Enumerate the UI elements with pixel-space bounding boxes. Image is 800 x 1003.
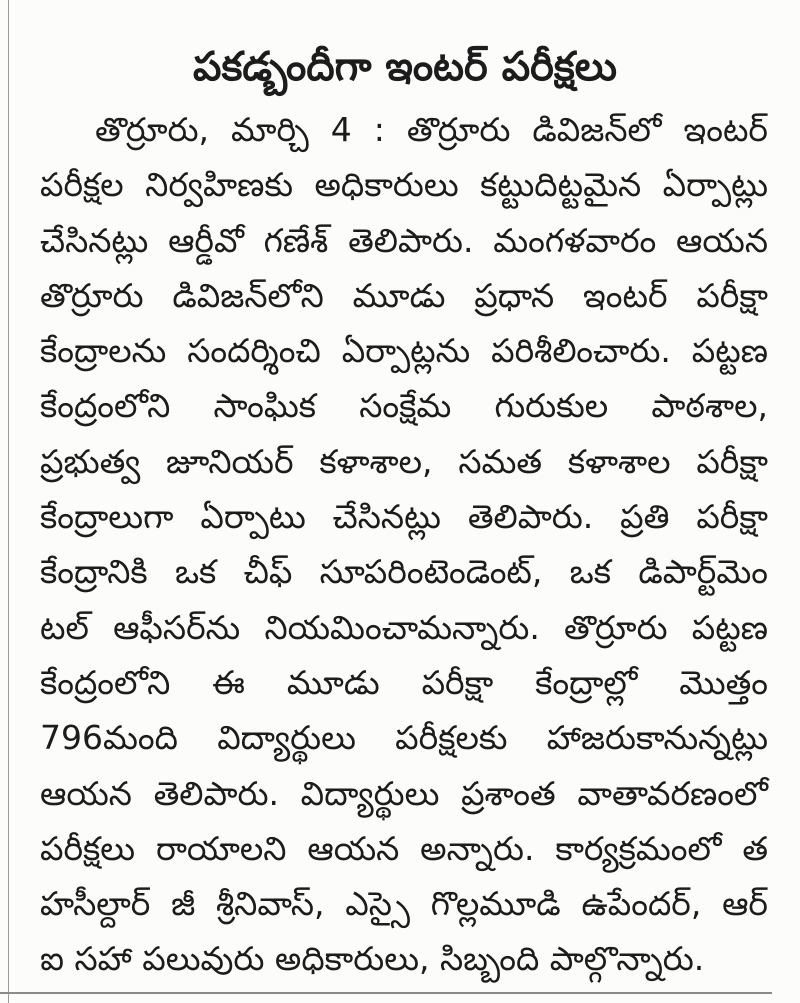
body-line	[40, 213, 770, 268]
body-line	[40, 378, 770, 433]
column-left-rule	[8, 0, 9, 1003]
body-line-text: ఐ సహా పలువురు అధికారులు, సిబ్బంది పాల్గొన్నారు.	[40, 939, 705, 979]
body-line	[40, 268, 770, 323]
body-line	[40, 600, 770, 655]
body-line	[40, 876, 770, 931]
body-line-text: చేసినట్లు ఆర్డీవో గణేశ్ తెలిపారు. మంగళవారం ఆయన	[40, 220, 768, 260]
body-line	[40, 489, 770, 544]
body-line-text: కేంద్రాలను సందర్శించి ఏర్పాట్లను పరిశీలించారు. పట్టణ	[40, 331, 768, 371]
body-line-text: ప్రభుత్వ జూనియర్ కళాశాల, సమత కళాశాల పరీక్షా	[40, 441, 768, 481]
body-line-text: 796మంది విద్యార్థులు పరీక్షలకు హాజరుకానున్నట్లు	[40, 718, 768, 758]
article-body	[40, 102, 770, 987]
body-line-text: కేంద్రంలోని సాంఘిక సంక్షేమ గురుకుల పాఠశాల,	[40, 386, 768, 426]
bottom-rule	[0, 992, 772, 994]
body-line	[40, 821, 770, 876]
body-line	[40, 766, 770, 821]
body-line	[40, 544, 770, 599]
body-line	[40, 434, 770, 489]
body-line-text: కేంద్రానికి ఒక చీఫ్ సూపరింటెండెంట్, ఒక డిపార్ట్‌మెం	[40, 552, 768, 592]
body-line	[40, 102, 770, 157]
body-line	[40, 710, 770, 765]
body-line-text: పరీక్షలు రాయాలని ఆయన అన్నారు. కార్యక్రమంలో త	[40, 828, 768, 868]
body-line-text: ఆయన తెలిపారు. విద్యార్థులు ప్రశాంత వాతావరణంలో	[40, 773, 768, 813]
body-line	[40, 931, 770, 986]
body-line-text: తొర్రూరు డివిజన్‌లోని మూడు ప్రధాన ఇంటర్ పరీక్షా	[40, 275, 768, 315]
body-line	[40, 323, 770, 378]
body-line-text: హసీల్దార్ జీ శ్రీనివాస్, ఎస్సై గొల్లమూడి ఉపేందర్, ఆర్	[40, 884, 768, 924]
body-line-text: పరీక్షల నిర్వహిణకు అధికారులు కట్టుదిట్టమైన ఏర్పాట్లు	[40, 165, 768, 205]
body-line-text: తొర్రూరు, మార్చి 4 : తొర్రూరు డివిజన్‌లో ఇంటర్	[95, 110, 768, 149]
body-line-text: కేంద్రాలుగా ఏర్పాటు చేసినట్లు తెలిపారు. ప్రతి పరీక్షా	[40, 497, 768, 537]
article-headline: పకడ్బందీగా ఇంటర్ పరీక్షలు	[193, 44, 617, 90]
body-line	[40, 157, 770, 212]
body-line-text: కేంద్రంలోని ఈ మూడు పరీక్షా కేంద్రాల్లో మొత్తం	[40, 662, 768, 702]
body-line-text: టల్ ఆఫీసర్‌ను నియమించామన్నారు. తొర్రూరు పట్టణ	[40, 607, 768, 647]
body-line	[40, 655, 770, 710]
